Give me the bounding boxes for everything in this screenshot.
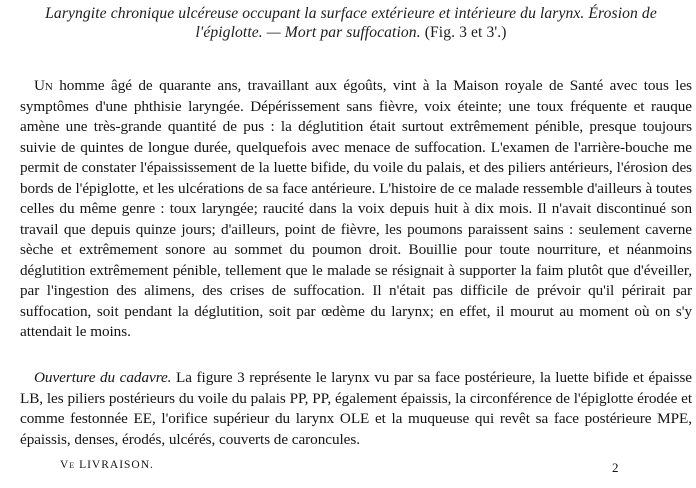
section-title-text: Laryngite chronique ulcéreuse occupant la surface extérieure et intérieure du larynx. Érosion de l'épiglotte. — Mort par suffocation. [45, 5, 657, 41]
section-title [16, 4, 686, 42]
case-history-text: homme âgé de quarante ans, travaillant aux égoûts, vint à la Maison royale de Santé avec tous les symptômes d'une phthisie laryngée. Dépérissement sans fièvre, voix éteinte; une toux fréquente et rauque amène une très-grande quantité de pus : la déglutition était surtout extrêmement pénible, presque toujours suivie de quintes de longue durée, quelquefois avec menace de suffocation. L'examen de l'arrière-bouche me permit de constater l'épaississement de la luette bifide, du voile du palais, et des piliers antérieurs, l'érosion des bords de l'épiglotte, et les ulcérations de sa face antérieure. L'histoire de ce malade ressemble d'ailleurs à toutes celles du même genre : toux laryngée; raucité dans la voix depuis huit à dix mois. Il n'avait discontinué son travail que depuis quinze jours; d'ailleurs, point de fièvre, les poumons paraissent sains : seulement caverne sèche et extrêmement sonore au sommet du poumon droit. Bouillie pour toute nourriture, et néanmoins déglutition extrêmement pénible, tellement que le malade se résignait à supporter la faim plutôt que d'éveiller, par l'ingestion des alimens, des crises de suffocation. Il n'était pas difficile de prévoir qu'il périrait par suffocation, soit pendant la déglutition, soit par œdème du larynx; en effet, il mourut au moment où on s'y attendait le moins. [20, 77, 692, 340]
figure-reference: (Fig. 3 et 3'.) [424, 24, 507, 41]
autopsy-text: La figure 3 représente le larynx vu par sa face postérieure, la luette bifide et épaisse LB, les piliers postérieurs du voile du palais PP, PP, également épaissis, la circonférence de l'épiglotte érodée et comme festonnée EE, l'orifice supérieur du larynx OLE et la muqueuse qui revêt sa face postérieure MPE, épaissis, denses, érodés, ulcérés, couverts de caroncules. [20, 369, 693, 448]
signature-mark: Ve LIVRAISON. [60, 459, 154, 471]
page-number: 2 [612, 460, 619, 475]
autopsy-lead: Ouverture du cadavre. [34, 369, 172, 386]
autopsy-paragraph [20, 368, 692, 450]
drop-cap-word: Un [34, 77, 53, 94]
case-history-paragraph [20, 76, 692, 343]
